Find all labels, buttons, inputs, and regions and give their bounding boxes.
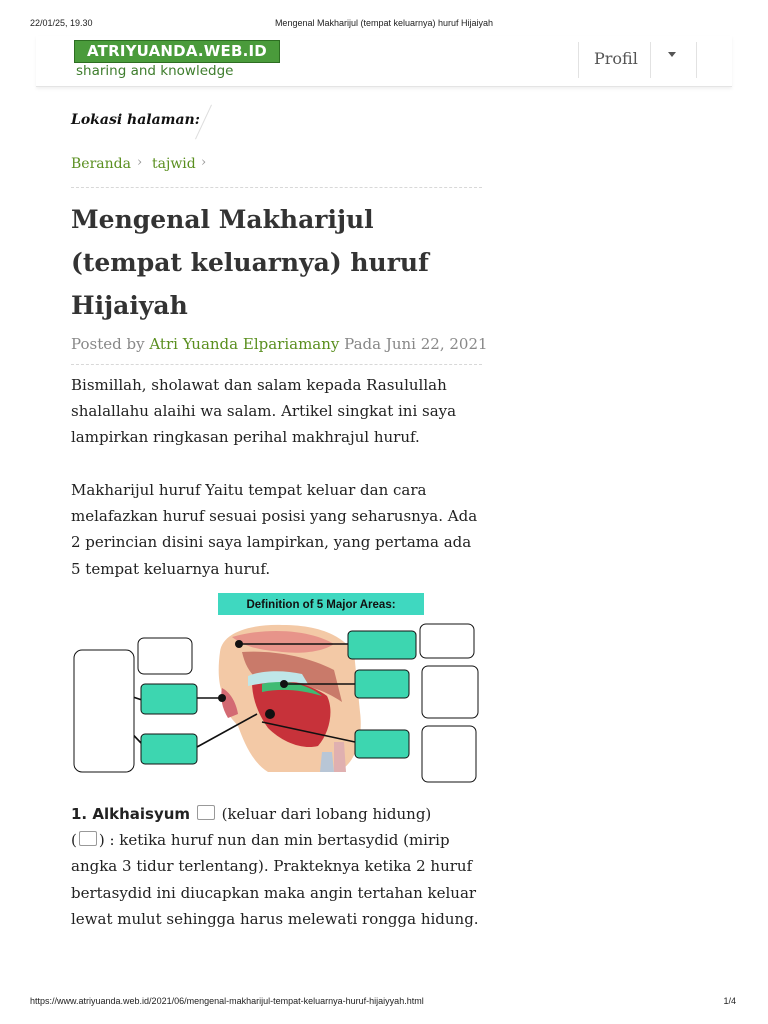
label-box-khaisyum bbox=[348, 631, 416, 659]
breadcrumb-tajwid[interactable]: tajwid bbox=[152, 156, 196, 172]
dropdown-caret-icon[interactable] bbox=[668, 52, 676, 57]
print-datetime: 22/01/25, 19.30 bbox=[30, 18, 93, 28]
letter-box-syafatain bbox=[138, 638, 192, 674]
chevron-right-icon: › bbox=[201, 155, 207, 170]
paragraph-khaisyum: 1. Alkhaisyum (keluar dari lobang hidung) ( ) : ketika huruf nun dan min bertasydid (mirip angka 3 tidur terlentang). Prakteknya ketika 2 huruf bertasydid ini diucapkan maka angin tertahan keluar lewat mulut sehingga harus melewati rongga hidung. bbox=[71, 805, 479, 928]
post-meta bbox=[71, 335, 488, 353]
label-box-syafatain bbox=[141, 684, 197, 714]
section-number: 1. Alkhaisyum bbox=[71, 805, 191, 823]
diagram-title: Definition of 5 Major Areas: bbox=[246, 599, 396, 611]
meta-prefix: Posted by bbox=[71, 335, 145, 353]
divider bbox=[71, 364, 482, 365]
print-page-number: 1/4 bbox=[723, 996, 736, 1006]
label-box-halq bbox=[355, 730, 409, 758]
letter-box-jauf bbox=[422, 666, 478, 718]
letter-box-lisan bbox=[74, 650, 134, 772]
author-link[interactable]: Atri Yuanda Elpariamany bbox=[149, 335, 340, 353]
arabic-text-unreadable bbox=[197, 805, 215, 820]
label-box-jauf bbox=[355, 670, 409, 698]
nav-divider bbox=[578, 42, 579, 78]
print-url: https://www.atriyuanda.web.id/2021/06/mengenal-makharijul-tempat-keluarnya-huruf-hijaiyyah.html bbox=[30, 996, 424, 1006]
label-box-lisan bbox=[141, 734, 197, 764]
meta-date: Pada Juni 22, 2021 bbox=[344, 335, 488, 353]
makharij-diagram bbox=[72, 592, 483, 792]
nav-profil-link[interactable]: Profil bbox=[594, 49, 638, 68]
article-title: Mengenal Makharijul (tempat keluarnya) huruf Hijaiyah bbox=[71, 205, 429, 320]
divider bbox=[71, 187, 482, 188]
nav-divider bbox=[650, 42, 651, 78]
location-label: Lokasi halaman: bbox=[71, 112, 200, 128]
site-header bbox=[36, 36, 732, 87]
site-logo[interactable]: ATRIYUANDA.WEB.ID bbox=[74, 40, 280, 63]
print-doc-title: Mengenal Makharijul (tempat keluarnya) huruf Hijaiyah bbox=[274, 18, 494, 28]
letter-box-halq bbox=[422, 726, 476, 782]
letter-box-khaisyum bbox=[420, 624, 474, 658]
breadcrumb-home[interactable]: Beranda bbox=[71, 156, 131, 172]
khaisyum-desc-b: : ketika huruf nun dan min bertasydid (mirip angka 3 tidur terlentang). Prakteknya ketika 2 huruf bertasydid ini diucapkan maka angin tertahan keluar lewat mulut sehingga harus melewati rongga hidung. bbox=[71, 831, 479, 928]
arabic-text-unreadable bbox=[79, 831, 97, 846]
paragraph-intro: Bismillah, sholawat dan salam kepada Rasulullah shalallahu alaihi wa salam. Artikel singkat ini saya lampirkan ringkasan perihal makhrajul huruf. bbox=[71, 376, 457, 447]
khaisyum-desc-a: (keluar dari lobang hidung) bbox=[221, 805, 432, 823]
nav-divider bbox=[696, 42, 697, 78]
site-tagline: sharing and knowledge bbox=[76, 63, 234, 79]
chevron-right-icon: › bbox=[137, 155, 143, 170]
paragraph-definition: Makharijul huruf Yaitu tempat keluar dan cara melafazkan huruf sesuai posisi yang seharusnya. Ada 2 perincian disini saya lampirkan, yang pertama ada 5 tempat keluarnya huruf. bbox=[71, 481, 478, 578]
